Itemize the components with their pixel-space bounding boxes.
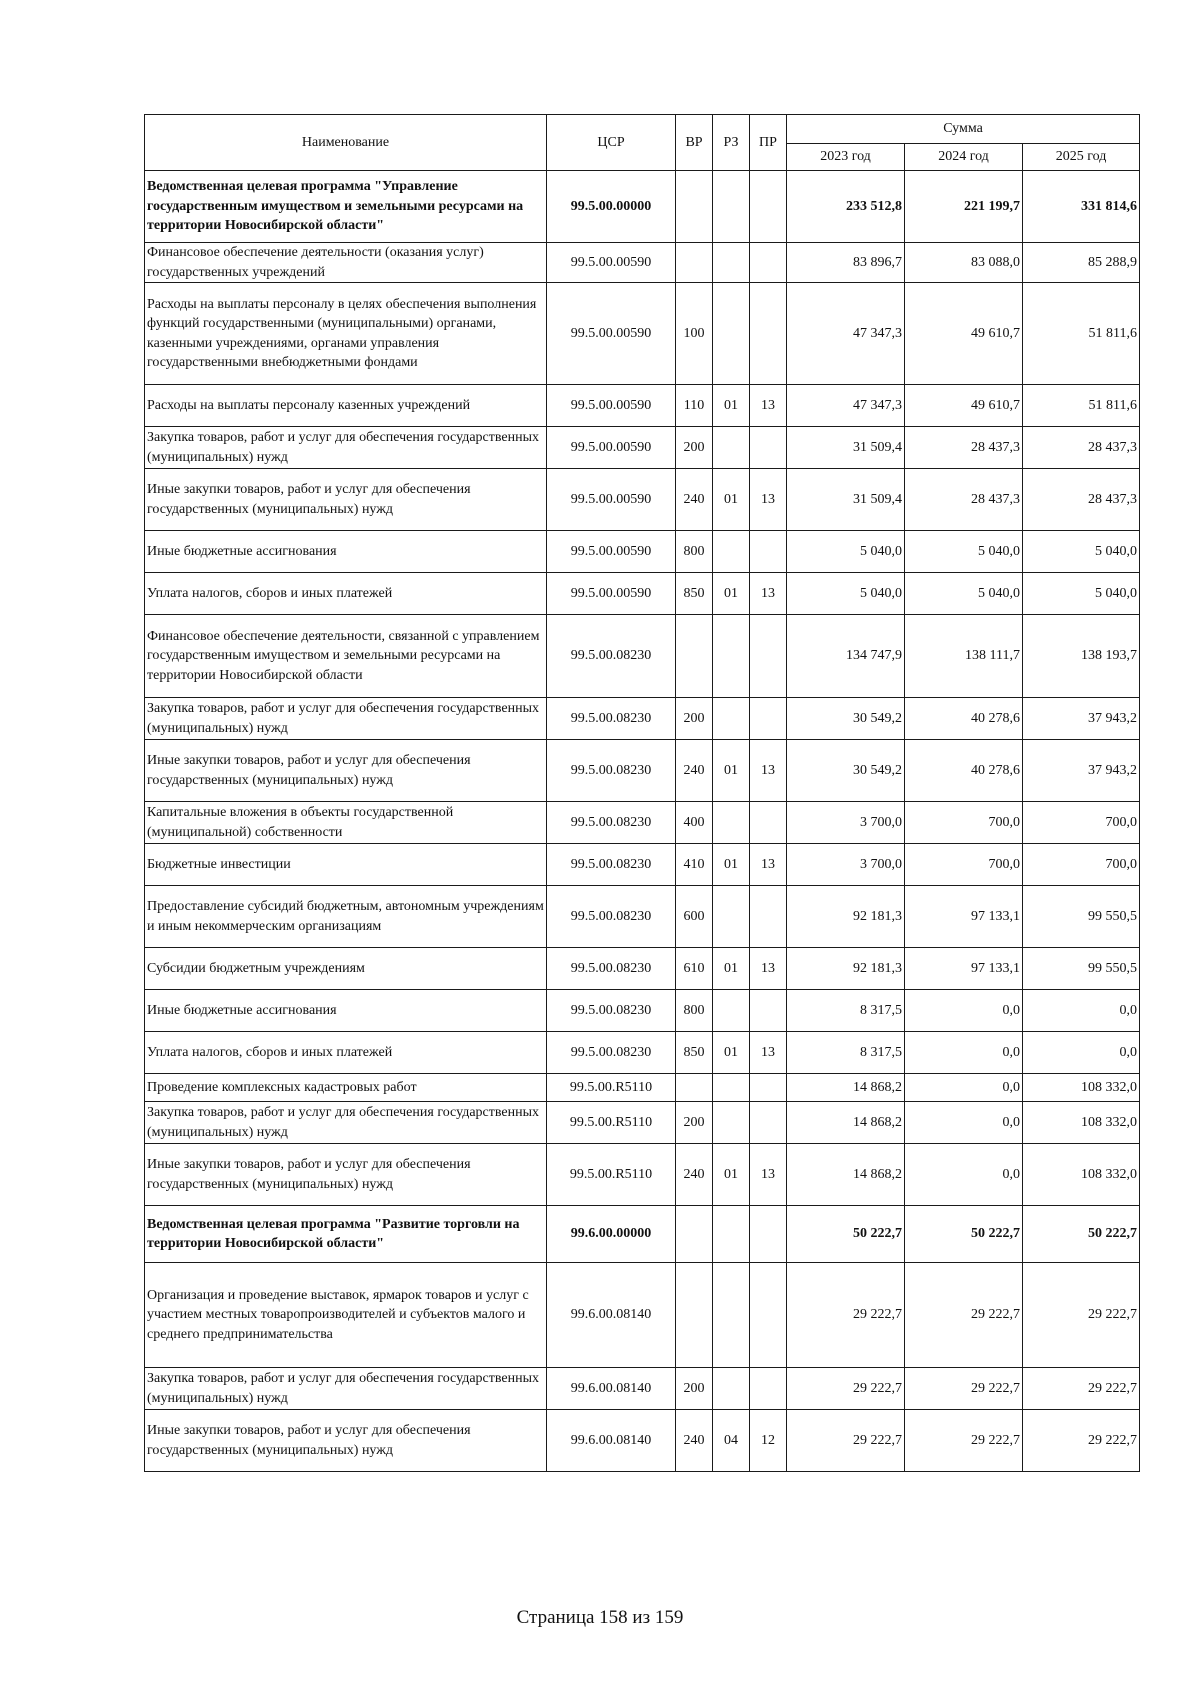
cell-sum-2023: 8 317,5 [787, 990, 905, 1032]
header-pr: ПР [750, 115, 787, 171]
cell-csr: 99.5.00.08230 [547, 886, 676, 948]
cell-sum-2023: 14 868,2 [787, 1102, 905, 1144]
table-row [145, 1263, 1140, 1368]
cell-rz [713, 886, 750, 948]
cell-sum-2023: 47 347,3 [787, 385, 905, 427]
cell-sum-2025: 108 332,0 [1023, 1144, 1140, 1206]
cell-csr: 99.5.00.08230 [547, 844, 676, 886]
cell-sum-2024: 28 437,3 [905, 427, 1023, 469]
cell-rz [713, 171, 750, 243]
cell-rz: 01 [713, 1032, 750, 1074]
cell-name: Иные закупки товаров, работ и услуг для обеспечения государственных (муниципальных) нужд [145, 1144, 547, 1206]
table-row [145, 531, 1140, 573]
cell-sum-2023: 5 040,0 [787, 573, 905, 615]
cell-vr: 610 [676, 948, 713, 990]
cell-sum-2025: 85 288,9 [1023, 243, 1140, 283]
cell-vr [676, 243, 713, 283]
cell-sum-2023: 134 747,9 [787, 615, 905, 698]
table-row [145, 990, 1140, 1032]
cell-vr: 200 [676, 1102, 713, 1144]
cell-sum-2025: 5 040,0 [1023, 531, 1140, 573]
cell-csr: 99.5.00.08230 [547, 1032, 676, 1074]
table-row [145, 469, 1140, 531]
cell-pr: 13 [750, 1032, 787, 1074]
table-row [145, 1074, 1140, 1102]
cell-sum-2024: 0,0 [905, 1102, 1023, 1144]
table-row [145, 171, 1140, 243]
cell-sum-2023: 5 040,0 [787, 531, 905, 573]
cell-csr: 99.5.00.00590 [547, 243, 676, 283]
cell-sum-2024: 0,0 [905, 990, 1023, 1032]
cell-rz: 01 [713, 740, 750, 802]
cell-sum-2023: 3 700,0 [787, 844, 905, 886]
cell-rz [713, 531, 750, 573]
cell-sum-2023: 30 549,2 [787, 698, 905, 740]
cell-vr: 240 [676, 469, 713, 531]
cell-sum-2025: 108 332,0 [1023, 1074, 1140, 1102]
cell-sum-2025: 51 811,6 [1023, 283, 1140, 385]
cell-pr [750, 1102, 787, 1144]
cell-pr [750, 531, 787, 573]
cell-pr [750, 171, 787, 243]
cell-sum-2025: 51 811,6 [1023, 385, 1140, 427]
cell-pr [750, 615, 787, 698]
cell-sum-2023: 30 549,2 [787, 740, 905, 802]
cell-rz: 01 [713, 469, 750, 531]
table-row [145, 1206, 1140, 1263]
header-year-2025: 2025 год [1023, 144, 1140, 171]
cell-csr: 99.5.00.00590 [547, 385, 676, 427]
table-row [145, 615, 1140, 698]
cell-sum-2024: 5 040,0 [905, 531, 1023, 573]
cell-name: Иные закупки товаров, работ и услуг для обеспечения государственных (муниципальных) нужд [145, 740, 547, 802]
table-row [145, 1102, 1140, 1144]
cell-sum-2024: 29 222,7 [905, 1410, 1023, 1472]
cell-sum-2025: 29 222,7 [1023, 1410, 1140, 1472]
cell-vr: 110 [676, 385, 713, 427]
cell-name: Финансовое обеспечение деятельности (оказания услуг) государственных учреждений [145, 243, 547, 283]
cell-rz: 01 [713, 948, 750, 990]
header-sum: Сумма [787, 115, 1140, 144]
cell-sum-2025: 0,0 [1023, 1032, 1140, 1074]
cell-vr: 850 [676, 1032, 713, 1074]
cell-sum-2023: 47 347,3 [787, 283, 905, 385]
cell-sum-2024: 29 222,7 [905, 1263, 1023, 1368]
header-year-2024: 2024 год [905, 144, 1023, 171]
cell-vr: 200 [676, 1368, 713, 1410]
cell-pr: 13 [750, 844, 787, 886]
cell-sum-2025: 37 943,2 [1023, 698, 1140, 740]
cell-rz [713, 1074, 750, 1102]
cell-rz: 01 [713, 844, 750, 886]
cell-csr: 99.6.00.00000 [547, 1206, 676, 1263]
cell-sum-2025: 37 943,2 [1023, 740, 1140, 802]
cell-rz [713, 615, 750, 698]
cell-sum-2024: 50 222,7 [905, 1206, 1023, 1263]
table-row [145, 1144, 1140, 1206]
cell-csr: 99.6.00.08140 [547, 1263, 676, 1368]
cell-sum-2023: 92 181,3 [787, 948, 905, 990]
cell-pr [750, 698, 787, 740]
cell-sum-2023: 50 222,7 [787, 1206, 905, 1263]
cell-csr: 99.5.00.08230 [547, 615, 676, 698]
header-rz: РЗ [713, 115, 750, 171]
cell-sum-2023: 3 700,0 [787, 802, 905, 844]
cell-csr: 99.5.00.00590 [547, 531, 676, 573]
cell-name: Закупка товаров, работ и услуг для обеспечения государственных (муниципальных) нужд [145, 427, 547, 469]
cell-name: Закупка товаров, работ и услуг для обеспечения государственных (муниципальных) нужд [145, 1102, 547, 1144]
cell-name: Иные бюджетные ассигнования [145, 531, 547, 573]
cell-csr: 99.5.00.08230 [547, 740, 676, 802]
cell-name: Уплата налогов, сборов и иных платежей [145, 573, 547, 615]
cell-csr: 99.5.00.08230 [547, 802, 676, 844]
cell-rz [713, 427, 750, 469]
cell-sum-2024: 700,0 [905, 802, 1023, 844]
cell-name: Иные закупки товаров, работ и услуг для обеспечения государственных (муниципальных) нужд [145, 469, 547, 531]
cell-pr: 12 [750, 1410, 787, 1472]
cell-vr [676, 1074, 713, 1102]
cell-vr [676, 1263, 713, 1368]
cell-sum-2025: 99 550,5 [1023, 948, 1140, 990]
cell-csr: 99.5.00.R5110 [547, 1144, 676, 1206]
cell-pr [750, 283, 787, 385]
cell-pr [750, 886, 787, 948]
cell-name: Ведомственная целевая программа "Развитие торговли на территории Новосибирской области" [145, 1206, 547, 1263]
cell-sum-2024: 0,0 [905, 1144, 1023, 1206]
cell-csr: 99.5.00.08230 [547, 698, 676, 740]
cell-csr: 99.5.00.08230 [547, 948, 676, 990]
cell-sum-2024: 97 133,1 [905, 948, 1023, 990]
cell-sum-2024: 29 222,7 [905, 1368, 1023, 1410]
cell-pr [750, 802, 787, 844]
cell-vr [676, 171, 713, 243]
cell-name: Организация и проведение выставок, ярмарок товаров и услуг с участием местных товаропроизводителей и субъектов малого и среднего предпринимательства [145, 1263, 547, 1368]
cell-csr: 99.5.00.00000 [547, 171, 676, 243]
cell-csr: 99.5.00.00590 [547, 469, 676, 531]
cell-sum-2025: 28 437,3 [1023, 427, 1140, 469]
cell-sum-2025: 29 222,7 [1023, 1263, 1140, 1368]
cell-pr: 13 [750, 1144, 787, 1206]
cell-sum-2023: 31 509,4 [787, 427, 905, 469]
cell-sum-2023: 31 509,4 [787, 469, 905, 531]
cell-csr: 99.6.00.08140 [547, 1368, 676, 1410]
cell-sum-2024: 0,0 [905, 1074, 1023, 1102]
cell-rz: 01 [713, 1144, 750, 1206]
cell-sum-2024: 28 437,3 [905, 469, 1023, 531]
cell-pr: 13 [750, 385, 787, 427]
cell-vr: 240 [676, 1144, 713, 1206]
cell-name: Финансовое обеспечение деятельности, связанной с управлением государственным имуществом и земельными ресурсами на территории Новосибирской области [145, 615, 547, 698]
cell-sum-2024: 221 199,7 [905, 171, 1023, 243]
cell-name: Субсидии бюджетным учреждениям [145, 948, 547, 990]
cell-sum-2023: 8 317,5 [787, 1032, 905, 1074]
cell-name: Закупка товаров, работ и услуг для обеспечения государственных (муниципальных) нужд [145, 698, 547, 740]
table-row [145, 427, 1140, 469]
cell-vr: 200 [676, 698, 713, 740]
cell-sum-2023: 29 222,7 [787, 1368, 905, 1410]
table-row [145, 698, 1140, 740]
cell-vr: 200 [676, 427, 713, 469]
cell-sum-2024: 40 278,6 [905, 698, 1023, 740]
cell-pr [750, 243, 787, 283]
cell-sum-2025: 99 550,5 [1023, 886, 1140, 948]
cell-name: Уплата налогов, сборов и иных платежей [145, 1032, 547, 1074]
cell-sum-2025: 331 814,6 [1023, 171, 1140, 243]
cell-sum-2023: 83 896,7 [787, 243, 905, 283]
budget-table [144, 114, 1140, 1472]
cell-sum-2023: 29 222,7 [787, 1263, 905, 1368]
table-row [145, 573, 1140, 615]
cell-csr: 99.5.00.R5110 [547, 1102, 676, 1144]
cell-name: Иные бюджетные ассигнования [145, 990, 547, 1032]
table-row [145, 1410, 1140, 1472]
table-row [145, 243, 1140, 283]
cell-vr: 410 [676, 844, 713, 886]
cell-pr [750, 990, 787, 1032]
cell-rz: 01 [713, 385, 750, 427]
cell-pr: 13 [750, 948, 787, 990]
cell-csr: 99.5.00.00590 [547, 427, 676, 469]
cell-sum-2025: 28 437,3 [1023, 469, 1140, 531]
cell-csr: 99.5.00.00590 [547, 283, 676, 385]
cell-pr: 13 [750, 469, 787, 531]
cell-rz [713, 1368, 750, 1410]
cell-vr [676, 1206, 713, 1263]
cell-vr: 240 [676, 740, 713, 802]
cell-sum-2024: 49 610,7 [905, 385, 1023, 427]
cell-vr: 400 [676, 802, 713, 844]
table-row [145, 1368, 1140, 1410]
cell-sum-2023: 29 222,7 [787, 1410, 905, 1472]
header-csr: ЦСР [547, 115, 676, 171]
cell-sum-2025: 29 222,7 [1023, 1368, 1140, 1410]
cell-name: Предоставление субсидий бюджетным, автономным учреждениям и иным некоммерческим организациям [145, 886, 547, 948]
cell-rz: 04 [713, 1410, 750, 1472]
cell-rz [713, 990, 750, 1032]
cell-rz [713, 698, 750, 740]
cell-name: Расходы на выплаты персоналу казенных учреждений [145, 385, 547, 427]
cell-csr: 99.5.00.08230 [547, 990, 676, 1032]
cell-vr: 850 [676, 573, 713, 615]
table-row [145, 948, 1140, 990]
cell-sum-2024: 40 278,6 [905, 740, 1023, 802]
cell-vr: 800 [676, 531, 713, 573]
cell-sum-2024: 97 133,1 [905, 886, 1023, 948]
table-row [145, 1032, 1140, 1074]
cell-name: Бюджетные инвестиции [145, 844, 547, 886]
cell-sum-2025: 700,0 [1023, 802, 1140, 844]
cell-sum-2025: 5 040,0 [1023, 573, 1140, 615]
table-row [145, 844, 1140, 886]
cell-sum-2023: 14 868,2 [787, 1074, 905, 1102]
cell-pr [750, 427, 787, 469]
cell-pr: 13 [750, 573, 787, 615]
cell-rz [713, 243, 750, 283]
header-vr: ВР [676, 115, 713, 171]
cell-csr: 99.6.00.08140 [547, 1410, 676, 1472]
table-row [145, 886, 1140, 948]
cell-rz [713, 1102, 750, 1144]
cell-sum-2024: 0,0 [905, 1032, 1023, 1074]
cell-vr: 800 [676, 990, 713, 1032]
cell-name: Расходы на выплаты персоналу в целях обеспечения выполнения функций государственными (муниципальными) органами, казенными учреждениями, органами управления государственными внебюджетными фондами [145, 283, 547, 385]
cell-vr: 100 [676, 283, 713, 385]
table-row [145, 283, 1140, 385]
cell-rz [713, 283, 750, 385]
cell-sum-2025: 50 222,7 [1023, 1206, 1140, 1263]
cell-rz [713, 802, 750, 844]
cell-sum-2023: 14 868,2 [787, 1144, 905, 1206]
cell-sum-2024: 83 088,0 [905, 243, 1023, 283]
cell-sum-2024: 700,0 [905, 844, 1023, 886]
cell-name: Проведение комплексных кадастровых работ [145, 1074, 547, 1102]
cell-csr: 99.5.00.00590 [547, 573, 676, 615]
cell-name: Закупка товаров, работ и услуг для обеспечения государственных (муниципальных) нужд [145, 1368, 547, 1410]
cell-pr [750, 1368, 787, 1410]
table-row [145, 385, 1140, 427]
cell-sum-2025: 0,0 [1023, 990, 1140, 1032]
cell-sum-2025: 108 332,0 [1023, 1102, 1140, 1144]
cell-sum-2024: 138 111,7 [905, 615, 1023, 698]
table-body [145, 171, 1140, 1472]
cell-csr: 99.5.00.R5110 [547, 1074, 676, 1102]
cell-sum-2025: 700,0 [1023, 844, 1140, 886]
cell-rz [713, 1263, 750, 1368]
page-number: Страница 158 из 159 [516, 1607, 684, 1628]
cell-vr: 240 [676, 1410, 713, 1472]
cell-sum-2023: 92 181,3 [787, 886, 905, 948]
cell-vr: 600 [676, 886, 713, 948]
cell-pr [750, 1074, 787, 1102]
header-year-2023: 2023 год [787, 144, 905, 171]
cell-sum-2025: 138 193,7 [1023, 615, 1140, 698]
cell-name: Ведомственная целевая программа "Управление государственным имуществом и земельными ресурсами на территории Новосибирской области" [145, 171, 547, 243]
cell-rz: 01 [713, 573, 750, 615]
cell-sum-2024: 5 040,0 [905, 573, 1023, 615]
table-row [145, 802, 1140, 844]
cell-pr [750, 1206, 787, 1263]
cell-name: Иные закупки товаров, работ и услуг для обеспечения государственных (муниципальных) нужд [145, 1410, 547, 1472]
cell-pr [750, 1263, 787, 1368]
cell-pr: 13 [750, 740, 787, 802]
cell-vr [676, 615, 713, 698]
header-name: Наименование [145, 115, 547, 171]
cell-sum-2024: 49 610,7 [905, 283, 1023, 385]
cell-rz [713, 1206, 750, 1263]
table-row [145, 740, 1140, 802]
cell-name: Капитальные вложения в объекты государственной (муниципальной) собственности [145, 802, 547, 844]
cell-sum-2023: 233 512,8 [787, 171, 905, 243]
